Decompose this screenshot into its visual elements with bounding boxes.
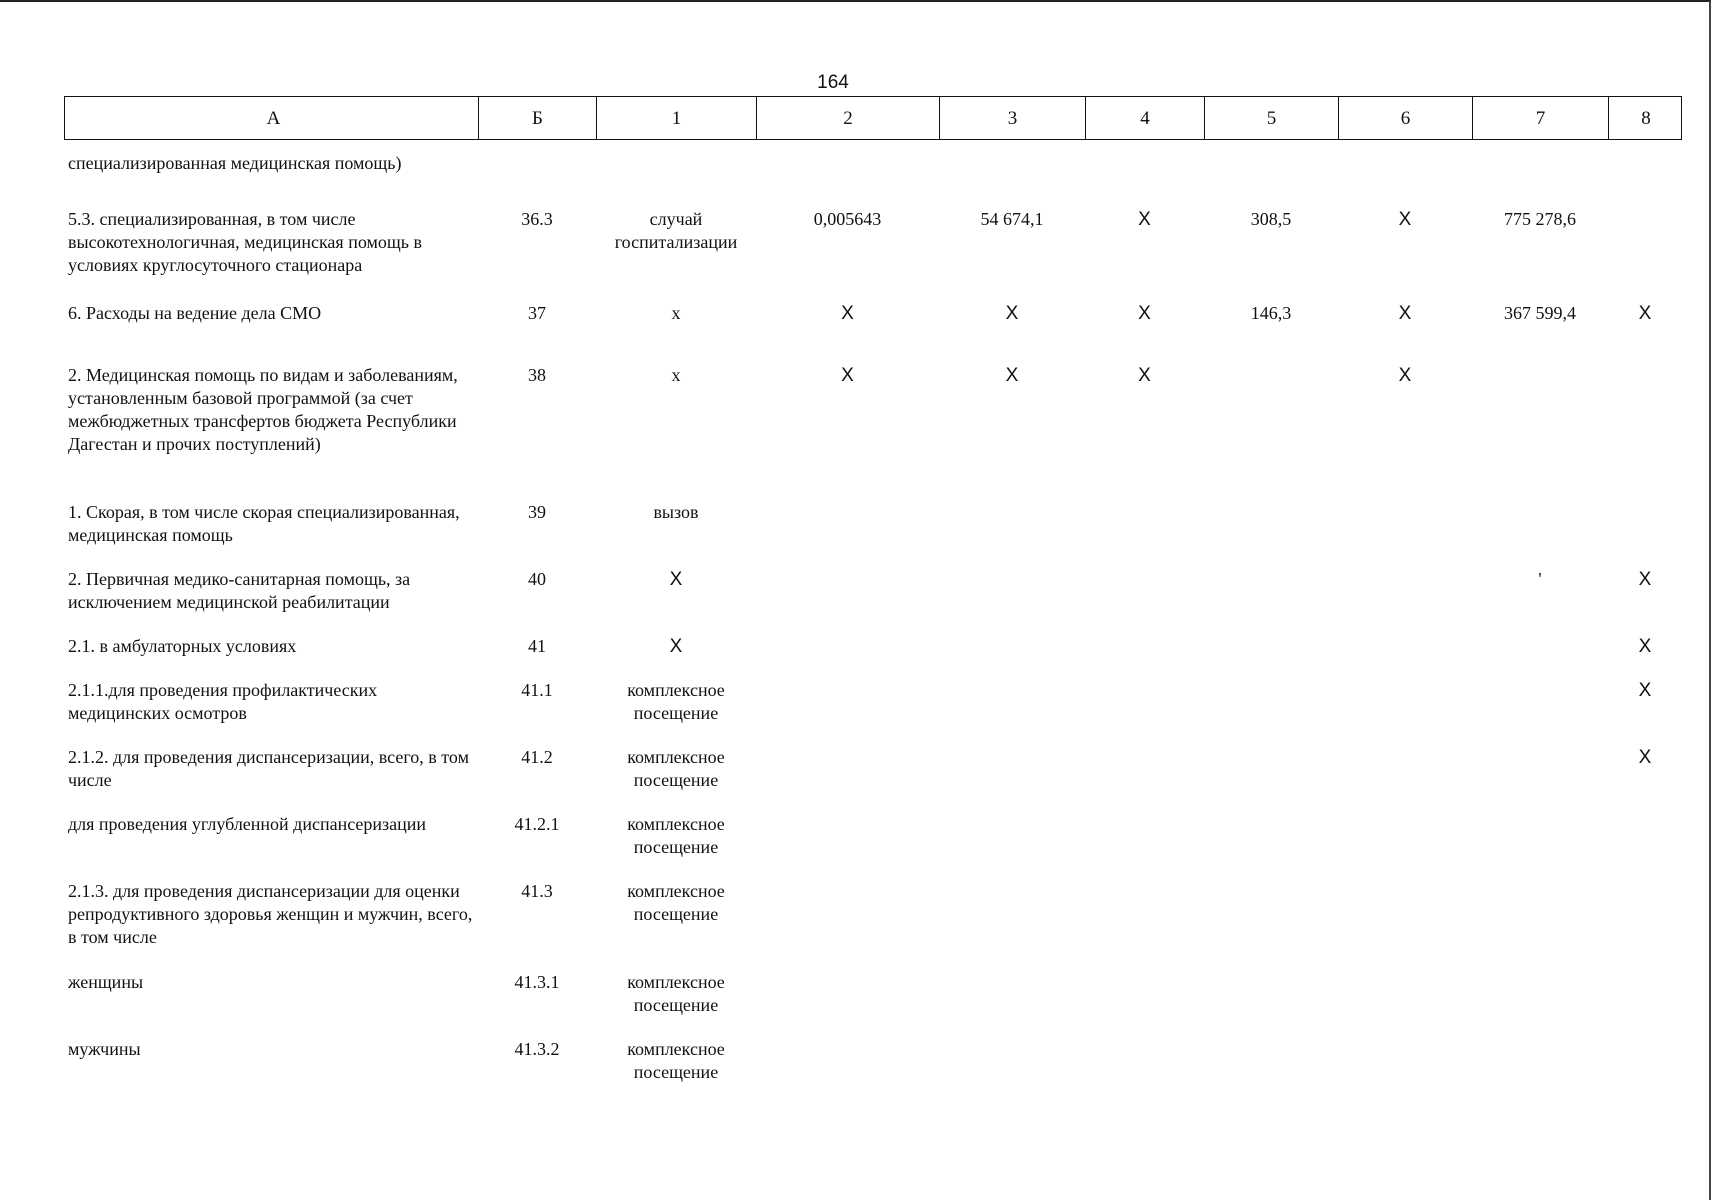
row-name: 2.1.3. для проведения диспансеризации для оценки репродуктивного здоровья женщин и мужчин, всего, в том числе	[68, 881, 473, 947]
row-col-6	[1338, 971, 1472, 1038]
row-col-5	[1204, 679, 1338, 746]
row-code: 41	[528, 636, 546, 656]
row-unit: х	[671, 365, 681, 385]
row-unit: комплексное посещение	[627, 972, 725, 1015]
row-col-4	[1085, 679, 1204, 746]
header-col-5: 5	[1205, 97, 1339, 139]
row-col-8	[1608, 208, 1682, 302]
row-col-4	[1085, 568, 1204, 635]
row-code: 37	[528, 303, 546, 323]
row-unit: х	[671, 303, 681, 323]
row-col-5	[1204, 880, 1338, 971]
row-col-3	[939, 501, 1085, 568]
row-col-8	[1608, 880, 1682, 971]
row-name: мужчины	[68, 1039, 141, 1059]
row-col-8	[1608, 152, 1682, 208]
row-col-4	[1085, 971, 1204, 1038]
row-code: 36.3	[521, 209, 553, 229]
row-col-6: Х	[1398, 365, 1412, 386]
row-name: 2. Медицинская помощь по видам и заболеваниям, установленным базовой программой (за счет межбюджетных трансфертов бюджета Республики Дагестан и прочих поступлений)	[68, 365, 458, 454]
row-unit	[596, 152, 756, 208]
row-col-3: Х	[1005, 365, 1019, 386]
table-header-row	[64, 96, 1682, 140]
row-name: 2.1.1.для проведения профилактических медицинских осмотров	[68, 680, 378, 723]
row-code: 41.3.2	[514, 1039, 560, 1059]
row-col-2: 0,005643	[813, 209, 882, 229]
table-row	[64, 971, 1682, 1038]
row-col-4: Х	[1138, 365, 1151, 386]
row-col-8	[1608, 813, 1682, 880]
row-col-7: 775 278,6	[1504, 209, 1576, 229]
header-col-2: 2	[757, 97, 940, 139]
row-col-2	[756, 568, 939, 635]
table-row	[64, 568, 1682, 635]
row-unit: комплексное посещение	[627, 881, 725, 924]
row-col-3	[939, 635, 1085, 679]
row-col-5	[1204, 152, 1338, 208]
row-col-3	[939, 1038, 1085, 1105]
row-col-6	[1338, 501, 1472, 568]
row-col-2: Х	[841, 365, 854, 386]
row-col-4	[1085, 880, 1204, 971]
row-col-8	[1608, 364, 1682, 501]
table-row	[64, 208, 1682, 302]
row-name: женщины	[68, 972, 144, 992]
row-code: 41.3	[521, 881, 553, 901]
row-col-6	[1338, 1038, 1472, 1105]
row-col-6	[1338, 152, 1472, 208]
row-unit: комплексное посещение	[627, 680, 725, 723]
row-col-8	[1608, 1038, 1682, 1105]
row-code: 39	[528, 502, 546, 522]
row-col-3	[939, 152, 1085, 208]
row-name: 1. Скорая, в том числе скорая специализированная, медицинская помощь	[68, 502, 460, 545]
table-row	[64, 679, 1682, 746]
row-col-3	[939, 679, 1085, 746]
row-col-5	[1204, 1038, 1338, 1105]
row-name: 2. Первичная медико-санитарная помощь, за исключением медицинской реабилитации	[68, 569, 411, 612]
row-col-6: Х	[1398, 303, 1412, 324]
row-col-8: Х	[1638, 569, 1652, 590]
row-col-8: Х	[1638, 636, 1652, 657]
table-row	[64, 1038, 1682, 1105]
row-col-6	[1338, 880, 1472, 971]
row-code: 40	[528, 569, 546, 589]
row-code	[478, 152, 596, 208]
row-col-4	[1085, 501, 1204, 568]
document-table	[64, 96, 1682, 1105]
row-col-4: Х	[1138, 209, 1151, 230]
header-col-a: А	[65, 97, 479, 139]
table-row	[64, 501, 1682, 568]
row-col-4	[1085, 635, 1204, 679]
row-col-8	[1608, 501, 1682, 568]
row-col-5	[1204, 971, 1338, 1038]
row-col-7	[1472, 1038, 1608, 1105]
row-name: 5.3. специализированная, в том числе высокотехнологичная, медицинская помощь в условиях круглосуточного стационара	[68, 209, 422, 275]
row-col-4	[1085, 813, 1204, 880]
row-col-7	[1472, 501, 1608, 568]
row-code: 41.2.1	[514, 814, 560, 834]
row-col-8: Х	[1638, 747, 1652, 768]
row-col-8: Х	[1638, 303, 1652, 324]
row-col-3	[939, 880, 1085, 971]
row-col-3	[939, 746, 1085, 813]
row-col-5	[1204, 813, 1338, 880]
row-col-7	[1472, 679, 1608, 746]
row-col-6	[1338, 568, 1472, 635]
row-col-3: 54 674,1	[980, 209, 1044, 229]
row-col-2	[756, 501, 939, 568]
header-col-6: 6	[1339, 97, 1473, 139]
table-row	[64, 635, 1682, 679]
row-unit: комплексное посещение	[627, 814, 725, 857]
header-col-7: 7	[1473, 97, 1609, 139]
row-col-3: Х	[1005, 303, 1019, 324]
row-name: 2.1.2. для проведения диспансеризации, всего, в том числе	[68, 747, 469, 790]
row-col-7	[1472, 635, 1608, 679]
row-col-7: 367 599,4	[1504, 303, 1576, 323]
row-col-2	[756, 971, 939, 1038]
row-col-5	[1204, 746, 1338, 813]
row-col-2	[756, 679, 939, 746]
row-col-2	[756, 813, 939, 880]
row-unit: Х	[669, 569, 683, 590]
row-col-7: '	[1538, 569, 1542, 589]
header-col-4: 4	[1086, 97, 1205, 139]
row-col-6	[1338, 635, 1472, 679]
header-col-b: Б	[479, 97, 597, 139]
table-row	[64, 880, 1682, 971]
row-col-2	[756, 746, 939, 813]
row-unit: случай госпитализации	[614, 209, 738, 252]
row-unit: комплексное посещение	[627, 747, 725, 790]
table-row	[64, 364, 1682, 501]
row-name: 6. Расходы на ведение дела СМО	[68, 303, 322, 323]
row-col-7	[1472, 364, 1608, 501]
row-code: 38	[528, 365, 546, 385]
row-unit: комплексное посещение	[627, 1039, 725, 1082]
row-col-6	[1338, 813, 1472, 880]
row-col-7	[1472, 746, 1608, 813]
row-unit: вызов	[653, 502, 699, 522]
row-col-7	[1472, 813, 1608, 880]
table-row	[64, 813, 1682, 880]
row-col-5	[1204, 635, 1338, 679]
row-col-5: 308,5	[1250, 209, 1292, 229]
row-name: специализированная медицинская помощь)	[68, 153, 402, 173]
row-col-2	[756, 1038, 939, 1105]
row-name: для проведения углубленной диспансеризации	[68, 814, 427, 834]
page-number: 164	[817, 72, 849, 93]
row-col-2	[756, 635, 939, 679]
row-col-4	[1085, 746, 1204, 813]
row-name: 2.1. в амбулаторных условиях	[68, 636, 297, 656]
header-col-8: 8	[1641, 107, 1651, 129]
row-col-6: Х	[1398, 209, 1412, 230]
header-col-3: 3	[940, 97, 1086, 139]
table-row	[64, 152, 1682, 208]
row-col-2	[756, 152, 939, 208]
table-row	[64, 302, 1682, 364]
row-col-5	[1204, 364, 1338, 501]
row-col-6	[1338, 746, 1472, 813]
row-col-6	[1338, 679, 1472, 746]
row-col-2: Х	[841, 303, 854, 324]
row-col-5	[1204, 568, 1338, 635]
row-col-8: Х	[1638, 680, 1652, 701]
row-col-4	[1085, 1038, 1204, 1105]
row-col-4	[1085, 152, 1204, 208]
row-col-8	[1608, 971, 1682, 1038]
row-code: 41.2	[521, 747, 553, 767]
table-row	[64, 746, 1682, 813]
row-unit: Х	[669, 636, 683, 657]
row-col-3	[939, 568, 1085, 635]
row-col-3	[939, 971, 1085, 1038]
row-col-5: 146,3	[1250, 303, 1292, 323]
row-col-4: Х	[1138, 303, 1151, 324]
row-col-7	[1472, 880, 1608, 971]
row-col-3	[939, 813, 1085, 880]
row-code: 41.3.1	[514, 972, 560, 992]
row-col-7	[1472, 152, 1608, 208]
header-col-1: 1	[597, 97, 757, 139]
row-col-5	[1204, 501, 1338, 568]
row-code: 41.1	[521, 680, 553, 700]
row-col-2	[756, 880, 939, 971]
row-col-7	[1472, 971, 1608, 1038]
